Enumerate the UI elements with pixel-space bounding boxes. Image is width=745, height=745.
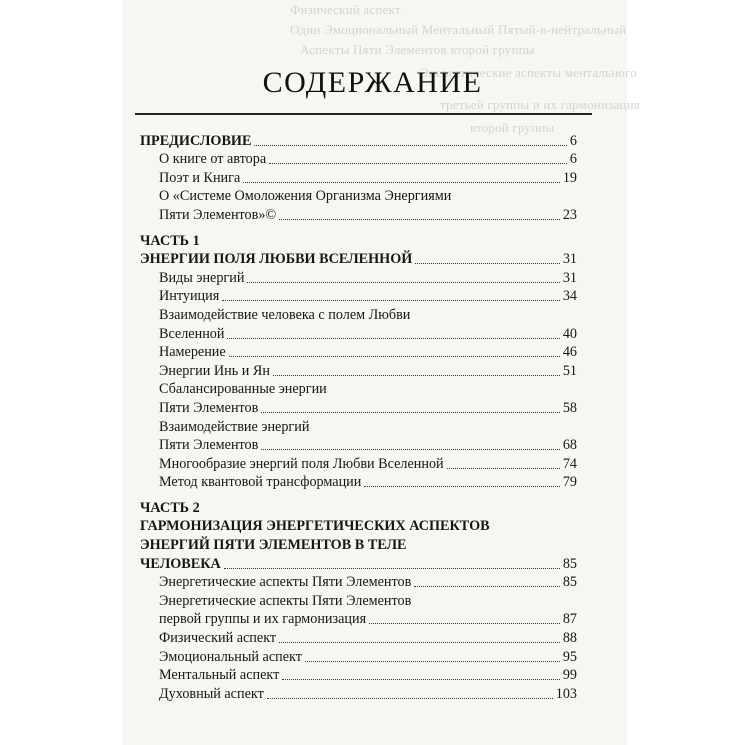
- toc-entry-line[interactable]: [140, 517, 577, 536]
- table-of-contents: [140, 131, 577, 703]
- dot-leader: [224, 568, 560, 569]
- toc-entry-title: Ментальный аспект: [159, 667, 280, 684]
- toc-entry-title: Вселенной: [159, 325, 225, 342]
- toc-entry-title: ЭНЕРГИЙ ПЯТИ ЭЛЕМЕНТОВ В ТЕЛЕ: [140, 537, 407, 554]
- toc-entry[interactable]: [140, 610, 577, 629]
- dot-leader: [261, 412, 559, 413]
- toc-entry[interactable]: [140, 287, 577, 306]
- toc-entry-line[interactable]: [140, 535, 577, 554]
- bleed-through-text: Аспекты Пяти Элементов второй группы: [300, 42, 535, 57]
- bleed-through-text: второй группы: [470, 120, 555, 135]
- toc-page-number: 19: [562, 169, 577, 186]
- toc-page-number: 85: [562, 555, 577, 572]
- toc-page-number: 68: [562, 437, 577, 454]
- dot-leader: [414, 586, 560, 587]
- toc-entry[interactable]: [140, 150, 577, 169]
- toc-entry[interactable]: [140, 343, 577, 362]
- toc-entry-title: Многообразие энергий поля Любви Вселенной: [159, 455, 444, 472]
- toc-page-number: 85: [562, 574, 577, 591]
- toc-entry[interactable]: [140, 168, 577, 187]
- toc-page-number: 34: [562, 288, 577, 305]
- toc-page-number: 95: [562, 648, 577, 665]
- toc-entry-title: О книге от автора: [159, 151, 267, 168]
- toc-page-number: 79: [562, 474, 577, 491]
- dot-leader: [279, 642, 560, 643]
- toc-page-number: 31: [562, 251, 577, 268]
- toc-entry[interactable]: [140, 205, 577, 224]
- toc-entry-title: О «Системе Омоложения Организма Энергиями: [159, 188, 452, 205]
- toc-entry[interactable]: [140, 473, 577, 492]
- page-title: СОДЕРЖАНИЕ: [262, 66, 483, 99]
- toc-entry-line[interactable]: [140, 305, 577, 324]
- toc-entry-title: Энергетические аспекты Пяти Элементов: [159, 592, 412, 609]
- dot-leader: [364, 486, 559, 487]
- toc-part-label: [140, 231, 577, 250]
- toc-entry-title: Энергетические аспекты Пяти Элементов: [159, 574, 412, 591]
- dot-leader: [282, 679, 559, 680]
- title-divider: [135, 113, 592, 115]
- toc-page-number: 51: [562, 362, 577, 379]
- toc-entry-title: ГАРМОНИЗАЦИЯ ЭНЕРГЕТИЧЕСКИХ АСПЕКТОВ: [140, 518, 490, 535]
- dot-leader: [447, 468, 560, 469]
- bleed-through-text: Физический аспект: [290, 2, 401, 17]
- toc-entry-line[interactable]: [140, 187, 577, 206]
- toc-entry-part-heading[interactable]: [140, 250, 577, 269]
- toc-entry-title: Намерение: [159, 344, 226, 361]
- toc-page-number: 99: [562, 667, 577, 684]
- toc-page-number: 31: [562, 269, 577, 286]
- dot-leader: [305, 661, 560, 662]
- part-label: ЧАСТЬ 2: [140, 499, 200, 516]
- toc-entry[interactable]: [140, 454, 577, 473]
- toc-page-number: 6: [569, 132, 577, 149]
- dot-leader: [267, 698, 553, 699]
- toc-entry-title: Физический аспект: [159, 630, 277, 647]
- dot-leader: [269, 163, 567, 164]
- toc-entry[interactable]: [140, 398, 577, 417]
- toc-entry-line[interactable]: [140, 380, 577, 399]
- toc-page-number: 6: [569, 151, 577, 168]
- toc-entry-title: Виды энергий: [159, 269, 245, 286]
- toc-entry-title: Поэт и Книга: [159, 169, 241, 186]
- toc-entry-preface[interactable]: [140, 131, 577, 150]
- bleed-through-text: третьей группы и их гармонизация: [440, 97, 640, 112]
- dot-leader: [243, 182, 560, 183]
- toc-entry[interactable]: [140, 666, 577, 685]
- toc-entry-title: ЭНЕРГИИ ПОЛЯ ЛЮБВИ ВСЕЛЕННОЙ: [140, 251, 413, 268]
- bleed-through-text: Один Эмоциональный Ментальный Пятый-в-нейтральный: [290, 22, 627, 37]
- toc-entry-title: ЧЕЛОВЕКА: [140, 555, 221, 572]
- toc-entry-line[interactable]: [140, 591, 577, 610]
- toc-entry-title: Эмоциональный аспект: [159, 648, 302, 665]
- toc-page-number: 40: [562, 325, 577, 342]
- dot-leader: [279, 219, 560, 220]
- toc-entry-part-heading[interactable]: [140, 554, 577, 573]
- toc-entry[interactable]: [140, 268, 577, 287]
- bleed-through-text: Энергетические аспекты ментального: [420, 65, 638, 80]
- toc-entry-title: Духовный аспект: [159, 685, 264, 702]
- toc-page-number: 87: [562, 611, 577, 628]
- dot-leader: [229, 356, 560, 357]
- toc-page-number: 23: [562, 206, 577, 223]
- part-label: ЧАСТЬ 1: [140, 232, 200, 249]
- toc-part-label: [140, 498, 577, 517]
- toc-entry-title: Метод квантовой трансформации: [159, 474, 362, 491]
- toc-entry-title: Взаимодействие энергий: [159, 418, 310, 435]
- toc-page-number: 103: [555, 685, 577, 702]
- toc-entry-title: Пяти Элементов»©: [159, 206, 277, 223]
- toc-entry-title: первой группы и их гармонизация: [159, 611, 367, 628]
- dot-leader: [415, 263, 560, 264]
- toc-entry-line[interactable]: [140, 417, 577, 436]
- dot-leader: [247, 282, 559, 283]
- toc-page-number: 74: [562, 455, 577, 472]
- dot-leader: [227, 338, 559, 339]
- toc-page-number: 58: [562, 399, 577, 416]
- toc-entry[interactable]: [140, 684, 577, 703]
- toc-entry[interactable]: [140, 647, 577, 666]
- toc-page-number: 46: [562, 344, 577, 361]
- toc-entry-title: Энергии Инь и Ян: [159, 362, 270, 379]
- toc-entry[interactable]: [140, 628, 577, 647]
- dot-leader: [222, 300, 560, 301]
- dot-leader: [254, 145, 566, 146]
- toc-entry[interactable]: [140, 324, 577, 343]
- toc-entry-title: Сбалансированные энергии: [159, 381, 327, 398]
- toc-entry-title: ПРЕДИСЛОВИЕ: [140, 132, 252, 149]
- dot-leader: [369, 623, 560, 624]
- dot-leader: [261, 449, 559, 450]
- toc-entry-title: Взаимодействие человека с полем Любви: [159, 306, 411, 323]
- dot-leader: [273, 375, 560, 376]
- toc-entry[interactable]: [140, 361, 577, 380]
- toc-entry[interactable]: [140, 436, 577, 455]
- toc-entry[interactable]: [140, 573, 577, 592]
- toc-entry-title: Пяти Элементов: [159, 437, 259, 454]
- toc-page-number: 88: [562, 630, 577, 647]
- toc-entry-title: Пяти Элементов: [159, 399, 259, 416]
- toc-entry-title: Интуиция: [159, 288, 220, 305]
